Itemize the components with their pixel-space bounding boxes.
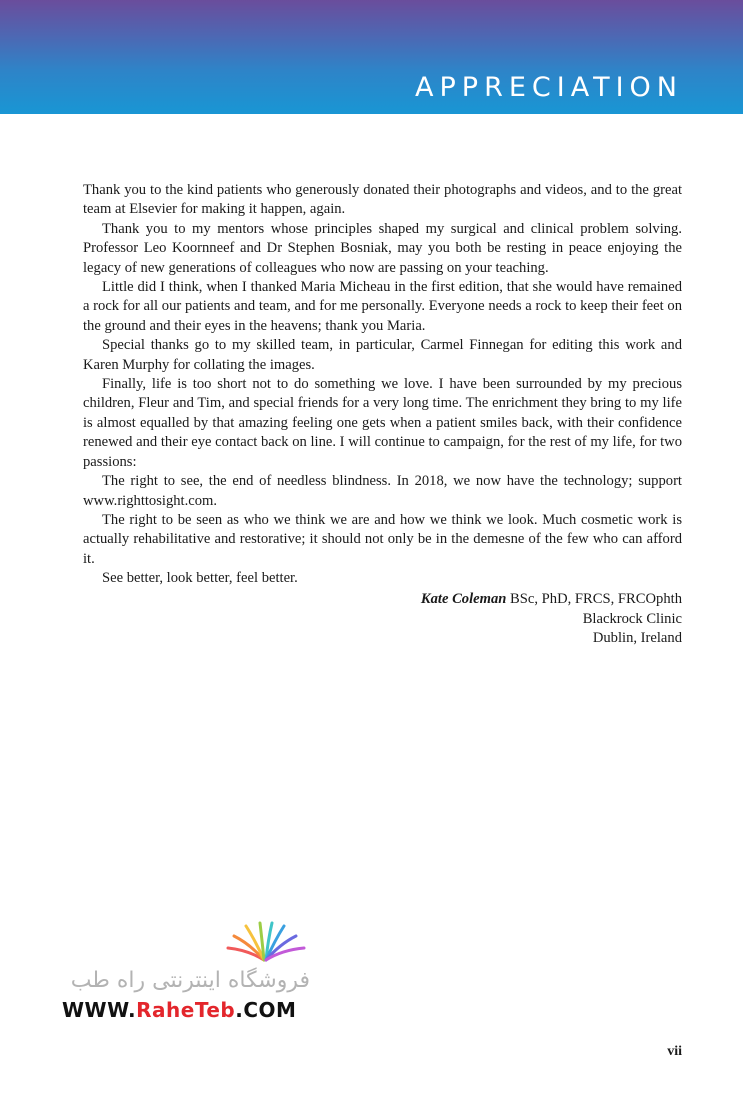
signature-location: Dublin, Ireland	[592, 630, 682, 646]
watermark	[60, 920, 320, 1030]
paragraph: Special thanks go to my skilled team, in particular, Carmel Finnegan for editing this work and Karen Murphy for collating the images.	[83, 337, 682, 373]
signature-name: Kate Coleman	[420, 591, 507, 607]
page-number: vii	[667, 1044, 682, 1059]
book-fan-logo-icon	[220, 920, 310, 962]
signature-affiliation: Blackrock Clinic	[582, 610, 682, 627]
paragraph: Thank you to the kind patients who generously donated their photographs and videos, and to the great team at Elsevier for making it happen, again.	[83, 182, 682, 218]
paragraph: Thank you to my mentors whose principles shaped my surgical and clinical problem solving. Professor Leo Koornneef and Dr Stephen Bosniak, may you both be resting in peace enjoying the legacy of new generations of colleagues who now are passing on your teaching.	[83, 220, 682, 276]
watermark-url	[62, 998, 296, 1022]
header-band	[0, 0, 743, 114]
appreciation-body	[83, 181, 682, 589]
signature-credentials: BSc, PhD, FRCS, FRCOphth	[506, 591, 682, 607]
paragraph: The right to see, the end of needless blindness. In 2018, we now have the technology; support www.righttosight.com.	[83, 473, 682, 509]
signature-name-line	[282, 590, 682, 610]
paragraph: Finally, life is too short not to do something we love. I have been surrounded by my precious children, Fleur and Tim, and special friends for a very long time. The enrichment they bring to my life is almost equalled by that amazing feeling one gets when a patient smiles back, with their confidence renewed and their eye contact back on line. I will continue to campaign, for the rest of my life, for two passions:	[83, 376, 682, 470]
watermark-url-suffix: .COM	[235, 998, 297, 1022]
watermark-persian-text: فروشگاه اینترنتی راه طب	[70, 968, 310, 993]
watermark-url-prefix: WWW.	[62, 998, 137, 1022]
page-title: APPRECIATION	[415, 72, 683, 103]
paragraph: See better, look better, feel better.	[102, 570, 298, 587]
paragraph: Little did I think, when I thanked Maria Micheau in the first edition, that she would have remained a rock for all our patients and team, and for me personally. Everyone needs a rock to keep their feet on the ground and their eyes in the heavens; thank you Maria.	[83, 279, 682, 334]
signature-block	[282, 590, 682, 649]
paragraph: The right to be seen as who we think we are and how we think we look. Much cosmetic work is actually rehabilitative and restorative; it should not only be in the demesne of the few who can afford it.	[83, 511, 682, 567]
watermark-url-brand: RaheTeb	[136, 998, 236, 1022]
